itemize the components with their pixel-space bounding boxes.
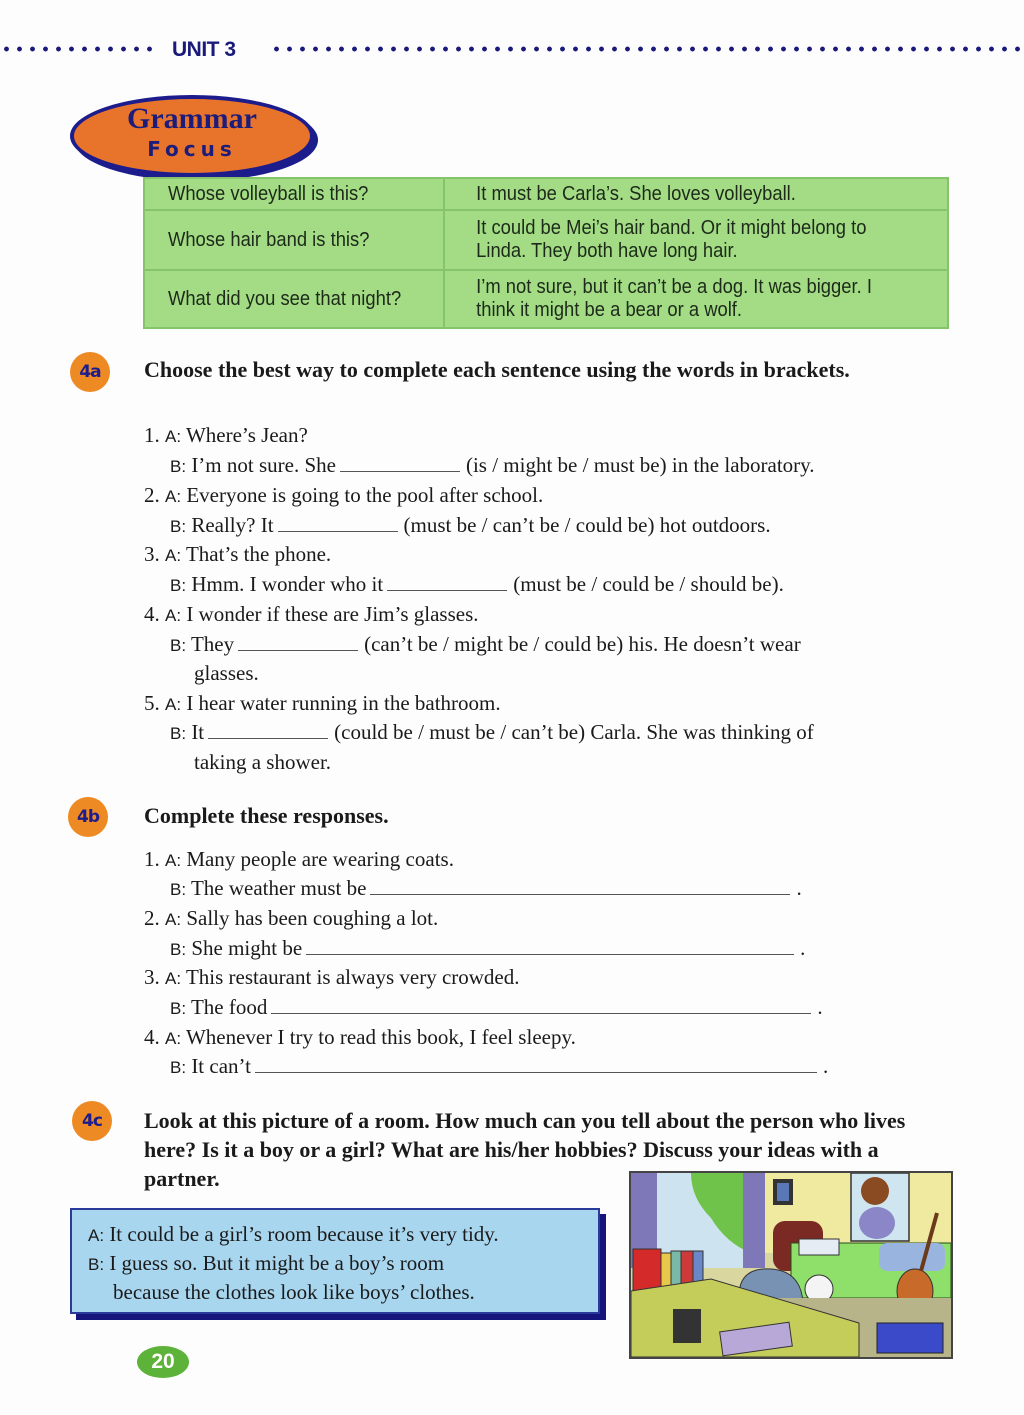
speaker-b-label: B: <box>170 999 187 1018</box>
unit-label: UNIT 3 <box>172 38 236 61</box>
page-number: 20 <box>137 1346 189 1378</box>
list-item <box>170 874 802 904</box>
speaker-b-text: They <box>190 632 235 656</box>
speaker-a-label: A: <box>165 969 182 988</box>
grammar-focus-table <box>143 177 949 329</box>
list-item <box>170 630 801 660</box>
list-item <box>144 421 308 451</box>
speaker-b-label: B: <box>170 457 187 476</box>
exercise-badge-4c: 4c <box>72 1101 112 1141</box>
answer-blank[interactable] <box>208 720 328 739</box>
speaker-a-label: A: <box>88 1226 105 1245</box>
item-number: 3. <box>144 965 160 989</box>
speaker-a-text: I wonder if these are Jim’s glasses. <box>186 602 479 626</box>
list-item <box>170 570 784 600</box>
table-cell-question: What did you see that night? <box>156 270 432 328</box>
sentence-end: . <box>796 876 802 900</box>
answer-blank[interactable] <box>278 513 398 532</box>
list-item <box>144 963 520 993</box>
list-item <box>170 451 815 481</box>
table-cell-answer: It must be Carla’s. She loves volleyball. <box>464 178 928 210</box>
speaker-a-label: A: <box>165 1029 182 1048</box>
speaker-b-text: It <box>191 720 205 744</box>
grammar-focus-subtitle: Focus <box>147 137 237 161</box>
speaker-b-options: (is / might be / must be) in the laboratory. <box>465 453 815 477</box>
speaker-a-label: A: <box>165 487 182 506</box>
speaker-a-text: Many people are wearing coats. <box>186 847 454 871</box>
table-cell-question: Whose hair band is this? <box>156 210 432 270</box>
speaker-b-text: She might be <box>191 936 303 960</box>
list-item-continuation: taking a shower. <box>194 750 332 774</box>
dialogue-line-b <box>88 1249 444 1279</box>
speaker-a-text: I hear water running in the bathroom. <box>186 691 501 715</box>
list-item-continuation: glasses. <box>194 661 259 685</box>
speaker-b-text: I’m not sure. She <box>191 453 336 477</box>
header-dots-left <box>0 46 156 52</box>
table-row <box>144 178 948 210</box>
speaker-b-label: B: <box>170 1058 187 1077</box>
speaker-b-label: B: <box>170 724 187 743</box>
dialogue-line-a <box>88 1220 499 1250</box>
list-item <box>144 689 501 719</box>
exercise-4b-instruction: Complete these responses. <box>144 803 389 828</box>
list-item <box>144 481 543 511</box>
sentence-end: . <box>817 995 823 1019</box>
list-item <box>170 934 805 964</box>
list-item <box>144 540 331 570</box>
table-row <box>144 270 948 328</box>
header-dots-right <box>270 46 1024 52</box>
exercise-4c-instruction: Look at this picture of a room. How much can you tell about the person who lives here? Is it a boy or a girl? What are his/her hobbies? Discuss your ideas with a partner. <box>144 1108 906 1191</box>
clothes <box>877 1323 943 1353</box>
list-item <box>170 511 771 541</box>
item-number: 3. <box>144 542 160 566</box>
dialogue-box <box>70 1208 600 1314</box>
list-item <box>144 1023 576 1053</box>
curtain-right <box>743 1173 765 1268</box>
speaker-b-text: The food <box>190 995 268 1019</box>
speaker-b-text: Hmm. I wonder who it <box>191 572 384 596</box>
sentence-end: . <box>800 936 806 960</box>
grammar-focus-title: Grammar <box>127 102 257 135</box>
answer-blank[interactable] <box>271 995 811 1014</box>
exercise-badge-4a: 4a <box>70 352 110 392</box>
speaker-b-options: (could be / must be / can’t be) Carla. She was thinking of <box>334 720 814 744</box>
table-cell-answer: I’m not sure, but it can’t be a dog. It was bigger. I think it might be a bear or a wolf. <box>464 270 928 328</box>
speaker-a-label: A: <box>165 851 182 870</box>
speaker-a-text: Everyone is going to the pool after school. <box>186 483 544 507</box>
sentence-end: . <box>822 1054 829 1078</box>
blanket <box>879 1243 945 1271</box>
exercise-badge-4b: 4b <box>68 797 108 837</box>
speaker-b-label: B: <box>170 880 187 899</box>
list-item <box>144 845 454 875</box>
answer-blank[interactable] <box>306 936 794 955</box>
list-item <box>170 993 823 1023</box>
speaker-a-label: A: <box>165 427 182 446</box>
grammar-focus-logo <box>70 95 314 177</box>
item-number: 2. <box>144 483 160 507</box>
speaker-a-label: A: <box>165 695 182 714</box>
answer-blank[interactable] <box>238 632 358 651</box>
list-item <box>144 904 438 934</box>
answer-blank[interactable] <box>340 453 460 472</box>
speaker-b-label: B: <box>170 576 187 595</box>
pencil-cup <box>673 1309 701 1343</box>
item-number: 4. <box>144 1025 160 1049</box>
speaker-a-label: A: <box>165 910 182 929</box>
speaker-a-text: Where’s Jean? <box>185 423 308 447</box>
room-illustration <box>629 1171 953 1359</box>
list-item <box>170 718 814 748</box>
speaker-b-label: B: <box>170 517 187 536</box>
speaker-b-text: Really? It <box>191 513 274 537</box>
speaker-b-text: The weather must be <box>190 876 367 900</box>
speaker-a-text: Sally has been coughing a lot. <box>186 906 439 930</box>
exercise-4a-instruction: Choose the best way to complete each sentence using the words in brackets. <box>144 357 850 382</box>
speaker-a-text: That’s the phone. <box>185 542 332 566</box>
table-cell-answer: It could be Mei’s hair band. Or it might belong to Linda. They both have long hair. <box>464 210 928 270</box>
item-number: 4. <box>144 602 160 626</box>
speaker-b-label: B: <box>170 940 187 959</box>
speaker-a-text: This restaurant is always very crowded. <box>185 965 520 989</box>
table-row <box>144 210 948 270</box>
answer-blank[interactable] <box>387 572 507 591</box>
item-number: 1. <box>144 847 160 871</box>
speaker-b-text: It can’t <box>191 1054 251 1078</box>
speaker-b-text: I guess so. But it might be a boy’s room <box>109 1251 445 1275</box>
list-item <box>170 1052 828 1082</box>
room-picture <box>631 1173 951 1357</box>
list-item <box>144 600 479 630</box>
speaker-a-text: It could be a girl’s room because it’s very tidy. <box>109 1222 499 1246</box>
item-number: 2. <box>144 906 160 930</box>
speaker-a-text: Whenever I try to read this book, I feel sleepy. <box>185 1025 576 1049</box>
speaker-a-label: A: <box>165 606 182 625</box>
speaker-b-options: (must be / can’t be / could be) hot outdoors. <box>403 513 771 537</box>
answer-blank[interactable] <box>370 876 790 895</box>
pillow <box>799 1239 839 1255</box>
speaker-b-options: (must be / could be / should be). <box>513 572 784 596</box>
answer-blank[interactable] <box>255 1054 817 1073</box>
speaker-a-label: A: <box>165 546 182 565</box>
dialogue-line-b-continuation: because the clothes look like boys’ clothes. <box>113 1280 475 1304</box>
item-number: 1. <box>144 423 160 447</box>
speaker-b-options: (can’t be / might be / could be) his. He doesn’t wear <box>364 632 801 656</box>
speaker-b-label: B: <box>88 1255 105 1274</box>
item-number: 5. <box>144 691 160 715</box>
speaker-b-label: B: <box>170 636 187 655</box>
table-cell-question: Whose volleyball is this? <box>156 178 432 210</box>
poster-hair <box>861 1177 889 1205</box>
